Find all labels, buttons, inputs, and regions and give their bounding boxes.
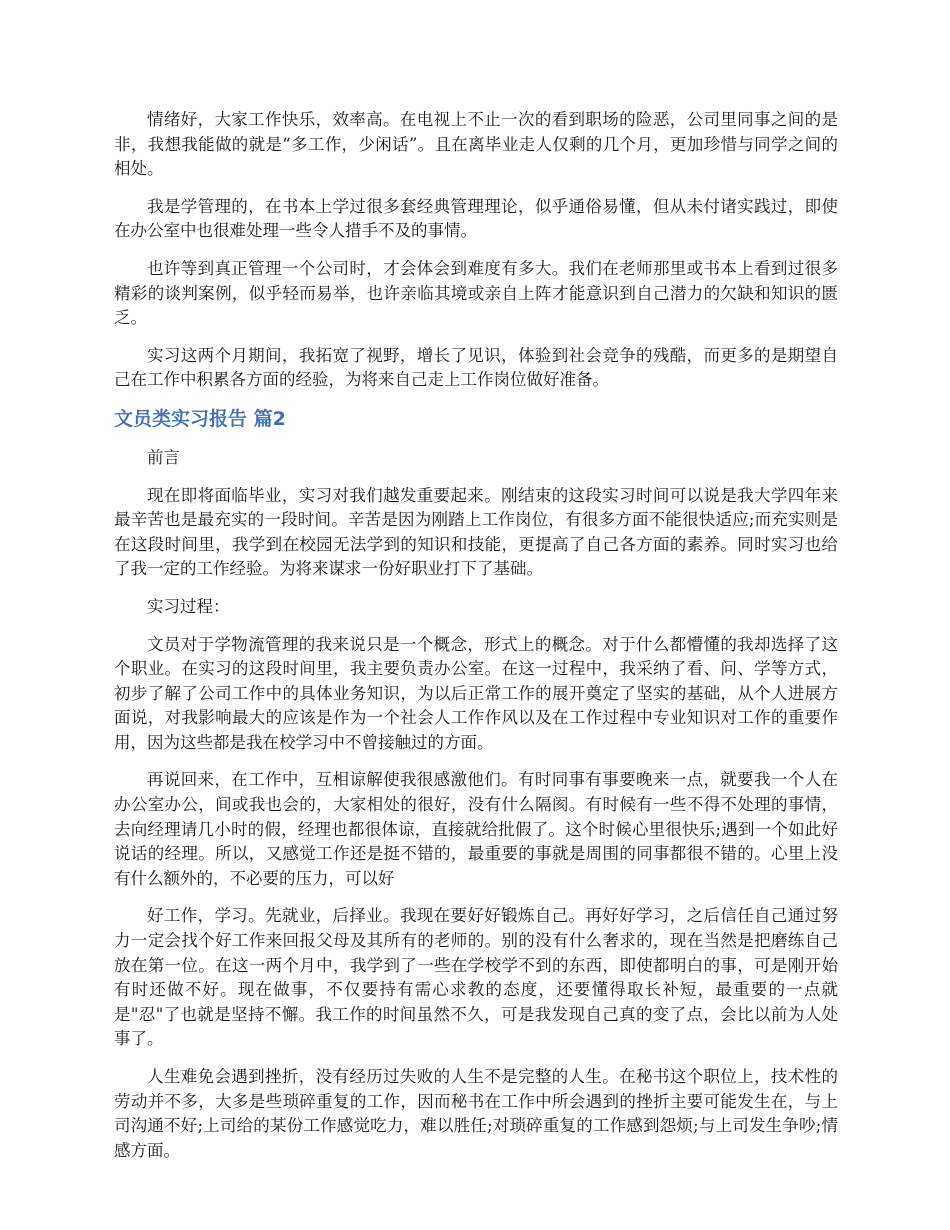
paragraph: 实习这两个月期间，我拓宽了视野，增长了见识，体验到社会竞争的残酷，而更多的是期望自己在工作中积累各方面的经验，为将来自己走上工作岗位做好准备。 [114, 345, 838, 390]
paragraph: 实习过程： [147, 596, 230, 616]
document-page [114, 108, 838, 1176]
paragraph: 我是学管理的，在书本上学过很多套经典管理理论，似乎通俗易懂，但从未付诸实践过，即使在办公室中也很难处理一些令人措手不及的事情。 [114, 196, 838, 241]
paragraph: 情绪好，大家工作快乐，效率高。在电视上不止一次的看到职场的险恶，公司里同事之间的是非，我想我能做的就是“多工作，少闲话”。且在离毕业走人仅剩的几个月，更加珍惜与同学之间的相处。 [114, 110, 838, 179]
paragraph: 现在即将面临毕业，实习对我们越发重要起来。刚结束的这段实习时间可以说是我大学四年来最辛苦也是最充实的一段时间。辛苦是因为刚踏上工作岗位，有很多方面不能很快适应;而充实则是在这段时间里，我学到在校园无法学到的知识和技能，更提高了自己各方面的素养。同时实习也给了我一定的工作经验。为将来谋求一份好职业打下了基础。 [114, 485, 838, 579]
paragraph: 再说回来，在工作中，互相谅解使我很感激他们。有时同事有事要晚来一点，就要我一个人在办公室办公，间或我也会的，大家相处的很好，没有什么隔阂。有时候有一些不得不处理的事情，去向经理请几小时的假，经理也都很体谅，直接就给批假了。这个时候心里很快乐;遇到一个如此好说话的经理。所以，又感觉工作还是挺不错的，最重要的事就是周围的同事都很不错的。心里上没有什么额外的，不必要的压力，可以好 [114, 770, 838, 888]
paragraph: 好工作，学习。先就业，后择业。我现在要好好锻炼自己。再好好学习，之后信任自己通过努力一定会找个好工作来回报父母及其所有的老师的。别的没有什么奢求的，现在当然是把磨练自己放在第一位。在这一两个月中，我学到了一些在学校学不到的东西，即使都明白的事，可是刚开始有时还做不好。现在做事，不仅要持有需心求教的态度，还要懂得取长补短，最重要的一点就是"忍"了也就是坚持不懈。我工作的时间虽然不久，可是我发现自己真的变了点，会比以前为人处事了。 [114, 906, 838, 1049]
paragraph: 人生难免会遇到挫折，没有经历过失败的人生不是完整的人生。在秘书这个职位上，技术性的劳动并不多，大多是些琐碎重复的工作，因而秘书在工作中所会遇到的挫折主要可能发生在，与上司沟通不好;上司给的某份工作感觉吃力，难以胜任;对琐碎重复的工作感到怨烦;与上司发生争吵;情感方面。 [114, 1067, 838, 1160]
paragraph: 前言 [147, 447, 180, 467]
paragraph: 也许等到真正管理一个公司时，才会体会到难度有多大。我们在老师那里或书本上看到过很多精彩的谈判案例，似乎轻而易举，也许亲临其境或亲自上阵才能意识到自己潜力的欠缺和知识的匮乏。 [114, 258, 838, 328]
section-heading: 文员类实习报告 篇2 [114, 407, 286, 430]
paragraph: 文员对于学物流管理的我来说只是一个概念，形式上的概念。对于什么都懵懂的我却选择了这个职业。在实习的这段时间里，我主要负责办公室。在这一过程中，我采纳了看、问、学等方式，初步了解了公司工作中的具体业务知识，为以后正常工作的展开奠定了坚实的基础，从个人进展方面说，对我影响最大的应该是作为一个社会人工作作风以及在工作过程中专业知识对工作的重要作用，因为这些都是我在校学习中不曾接触过的方面。 [114, 634, 838, 752]
